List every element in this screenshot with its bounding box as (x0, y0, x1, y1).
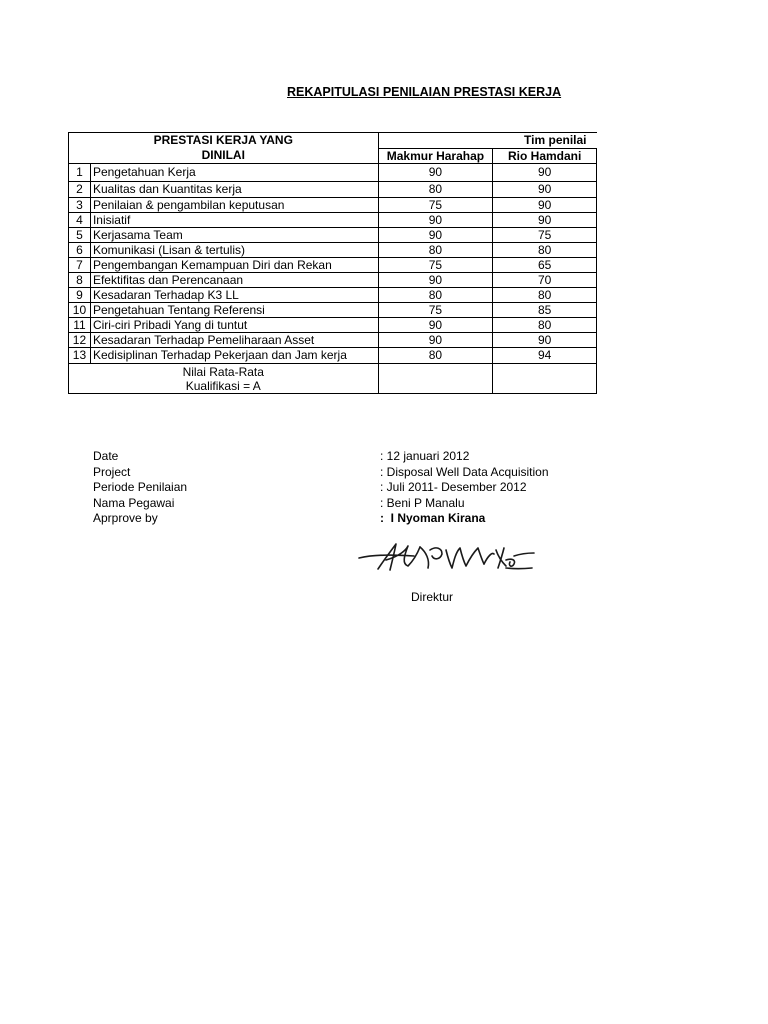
approve-value: : I Nyoman Kirana (380, 511, 486, 525)
assessor2-header: Rio Hamdani (493, 149, 597, 164)
signatory-role: Direktur (411, 590, 454, 604)
row-score-assessor2: 70 (493, 273, 597, 288)
summary-row (69, 364, 597, 394)
project-value: : Disposal Well Data Acquisition (380, 464, 549, 479)
employee-value: : Beni P Manalu (380, 495, 465, 510)
table-row (69, 288, 597, 303)
row-number: 13 (69, 348, 91, 364)
row-criteria: Kualitas dan Kuantitas kerja (90, 182, 378, 198)
row-number: 3 (69, 198, 91, 213)
row-score-assessor2: 80 (493, 243, 597, 258)
approve-label: Aprprove by (93, 511, 158, 525)
row-criteria: Ciri-ciri Pribadi Yang di tuntut (90, 318, 378, 333)
period-label: Periode Penilaian (93, 480, 188, 494)
assessor1-header: Makmur Harahap (378, 149, 493, 164)
summary-assessor2 (493, 364, 597, 394)
row-score-assessor1: 90 (378, 228, 493, 243)
row-criteria: Pengembangan Kemampuan Diri dan Rekan (90, 258, 378, 273)
period-value: : Juli 2011- Desember 2012 (380, 480, 527, 494)
summary-assessor1 (378, 364, 493, 394)
details-values (380, 449, 549, 527)
row-number: 1 (69, 164, 91, 182)
criteria-header-line1: PRESTASI KERJA YANG (153, 133, 293, 147)
assessment-table (68, 132, 597, 394)
row-score-assessor1: 90 (378, 333, 493, 348)
row-number: 2 (69, 182, 91, 198)
table-row (69, 348, 597, 364)
row-criteria: Pengetahuan Tentang Referensi (90, 303, 378, 318)
employee-label: Nama Pegawai (93, 495, 175, 510)
row-number: 10 (69, 303, 91, 318)
row-score-assessor2: 65 (493, 258, 597, 273)
row-score-assessor1: 90 (378, 318, 493, 333)
row-criteria: Efektifitas dan Perencanaan (90, 273, 378, 288)
table-row (69, 164, 597, 182)
row-score-assessor1: 90 (378, 273, 493, 288)
table-row (69, 198, 597, 213)
team-header: Tim penilai (493, 133, 597, 149)
criteria-header-line2: DINILAI (201, 148, 245, 162)
row-criteria: Inisiatif (90, 213, 378, 228)
row-score-assessor1: 80 (378, 348, 493, 364)
average-label: Nilai Rata-Rata (182, 364, 264, 379)
row-score-assessor2: 90 (493, 333, 597, 348)
table-header-row-1 (69, 133, 597, 149)
table-row (69, 273, 597, 288)
row-number: 12 (69, 333, 91, 348)
row-score-assessor1: 90 (378, 213, 493, 228)
row-criteria: Kesadaran Terhadap Pemeliharaan Asset (90, 333, 378, 348)
row-score-assessor1: 75 (378, 198, 493, 213)
row-criteria: Kedisiplinan Terhadap Pekerjaan dan Jam kerja (90, 348, 378, 364)
row-score-assessor2: 90 (493, 198, 597, 213)
row-number: 5 (69, 228, 91, 243)
table-row (69, 318, 597, 333)
row-number: 11 (69, 318, 91, 333)
row-criteria: Kesadaran Terhadap K3 LL (90, 288, 378, 303)
row-score-assessor1: 80 (378, 243, 493, 258)
row-score-assessor1: 75 (378, 303, 493, 318)
row-number: 4 (69, 213, 91, 228)
row-score-assessor2: 85 (493, 303, 597, 318)
summary-labels (69, 364, 379, 394)
row-score-assessor2: 90 (493, 182, 597, 198)
table-row (69, 213, 597, 228)
row-number: 7 (69, 258, 91, 273)
row-score-assessor1: 80 (378, 288, 493, 303)
table-row (69, 258, 597, 273)
date-value: : 12 januari 2012 (380, 449, 470, 463)
row-score-assessor2: 90 (493, 213, 597, 228)
details-labels (93, 449, 187, 527)
date-label: Date (93, 449, 119, 463)
criteria-header (69, 133, 379, 164)
qualification-label: Kualifikasi = A (185, 378, 261, 393)
row-criteria: Komunikasi (Lisan & tertulis) (90, 243, 378, 258)
row-number: 8 (69, 273, 91, 288)
row-score-assessor2: 75 (493, 228, 597, 243)
table-row (69, 243, 597, 258)
row-criteria: Penilaian & pengambilan keputusan (90, 198, 378, 213)
signature-image (356, 538, 536, 578)
row-score-assessor2: 80 (493, 288, 597, 303)
row-criteria: Pengetahuan Kerja (90, 164, 378, 182)
row-number: 6 (69, 243, 91, 258)
row-score-assessor1: 75 (378, 258, 493, 273)
table-row (69, 333, 597, 348)
row-number: 9 (69, 288, 91, 303)
table-row (69, 303, 597, 318)
row-score-assessor1: 80 (378, 182, 493, 198)
row-score-assessor2: 80 (493, 318, 597, 333)
table-row (69, 228, 597, 243)
row-score-assessor1: 90 (378, 164, 493, 182)
page-title: REKAPITULASI PENILAIAN PRESTASI KERJA (287, 85, 562, 99)
row-score-assessor2: 94 (493, 348, 597, 364)
project-label: Project (93, 464, 131, 479)
table-row (69, 182, 597, 198)
row-criteria: Kerjasama Team (90, 228, 378, 243)
row-score-assessor2: 90 (493, 164, 597, 182)
